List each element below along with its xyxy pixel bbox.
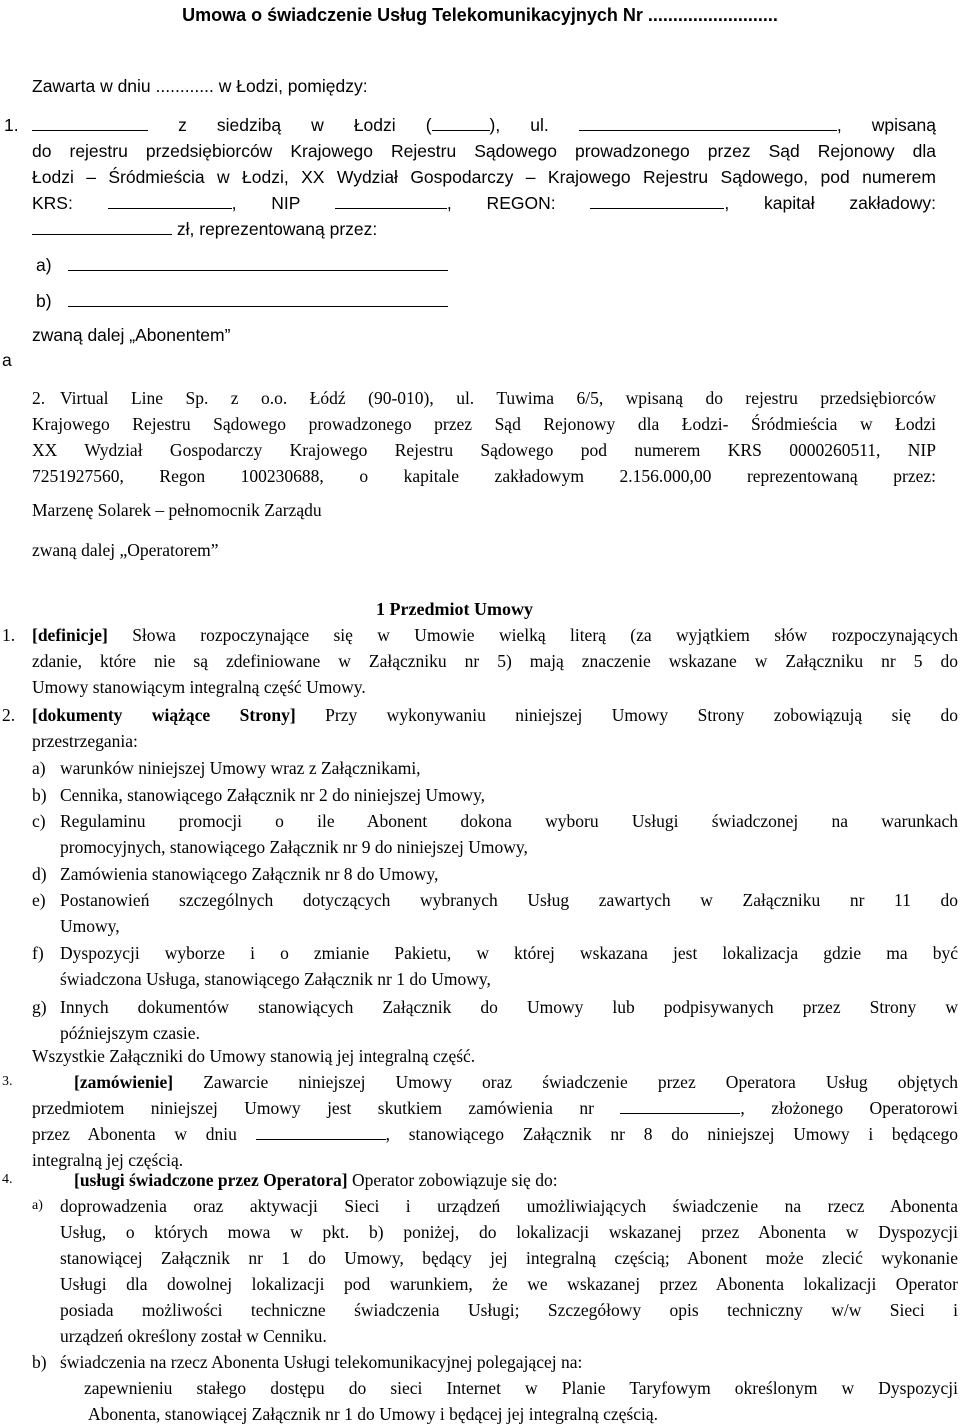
party-1-called: zwaną dalej „Abonentem” bbox=[32, 325, 231, 345]
party-2 bbox=[32, 385, 936, 489]
capital-blank[interactable] bbox=[32, 218, 172, 235]
street-blank[interactable] bbox=[579, 114, 837, 131]
clause-4-item-b: b) świadczenia na rzecz Abonenta Usługi telekomunikacyjnej polegającej na: bbox=[32, 1352, 583, 1372]
clause-3-line-1: [zamówienie] Zawarcie niniejszej Umowy oraz świadczenie przez Operatora Usług objętych bbox=[74, 1072, 959, 1092]
party-2-line-3: XX Wydział Gospodarczy Krajowego Rejestru Sądowego pod numerem KRS 0000260511, NIP bbox=[32, 440, 936, 460]
party-1 bbox=[4, 112, 936, 242]
clause-1-line-2: zdanie, które nie są zdefiniowane w Załączniku nr 5) mają znaczenie wskazane w Załączniku nr 5 do bbox=[32, 651, 958, 671]
clause-4-item-a: a) doprowadzenia oraz aktywacji Sieci i urządzeń umożliwiających świadczenie na rzecz Abonenta Usług, o których mowa w pkt. b) poniżej, do lokalizacji wskazanej przez Abonenta w Dyspozycji stanowiącej Załącznik nr 1 do Umowy, będący jej integralną częścią; Abonent może zlecić wykonanie Usługi dla dowolnej lokalizacji pod warunkiem, że we wskazanej przez Abonenta lokalizacji Operator posiada możliwości techniczne świadczenia Usługi; Szczegółowy opis techniczny w/w Sieci i urządzeń określony został w Cenniku. bbox=[32, 1196, 958, 1346]
order-date-blank[interactable] bbox=[256, 1123, 386, 1140]
representative-a-blank[interactable] bbox=[68, 254, 448, 271]
clause-3-line-4: integralną jej częścią. bbox=[32, 1150, 184, 1170]
intro-line: Zawarta w dniu ............ w Łodzi, pomiędzy: bbox=[32, 76, 368, 96]
clause-2-item-f: f) Dyspozycji wyborze i o zmianie Pakietu, w której wskazana jest lokalizacja gdzie ma być świadczona Usługa, stanowiącego Załącznik nr 1 do Umowy, bbox=[32, 943, 958, 989]
party-1-line-4: KRS: , NIP , REGON: , kapitał zakładowy: bbox=[32, 193, 936, 213]
clause-4-line-1: [usługi świadczone przez Operatora] Operator zobowiązuje się do: bbox=[74, 1170, 558, 1190]
clause-1 bbox=[2, 622, 959, 700]
postal-code-blank[interactable] bbox=[432, 114, 490, 131]
party-2-line-4: 7251927560, Regon 100230688, o kapitale zakładowym 2.156.000,00 reprezentowaną przez: bbox=[32, 466, 936, 486]
clause-2-item-b: b) Cennika, stanowiącego Załącznik nr 2 do niniejszej Umowy, bbox=[32, 785, 486, 805]
clause-2-number: 2. bbox=[2, 705, 16, 725]
nip-blank[interactable] bbox=[335, 192, 447, 209]
clause-4-item-b-sub-line-1: zapewnieniu stałego dostępu do sieci Internet w Planie Taryfowym określonym w Dyspozycji bbox=[84, 1378, 958, 1398]
clause-4-number: 4. bbox=[2, 1172, 13, 1187]
clause-2 bbox=[2, 702, 958, 754]
regon-blank[interactable] bbox=[590, 192, 724, 209]
clause-2-item-c: c) Regulaminu promocji o ile Abonent dokona wyboru Usługi świadczonej na warunkach promocyjnych, stanowiącego Załącznik nr 9 do niniejszej Umowy, bbox=[32, 811, 958, 857]
party-1-line-5: zł, reprezentowaną przez: bbox=[32, 216, 936, 242]
representative-b: b) bbox=[36, 288, 448, 314]
party-1-line-1: z siedzibą w Łodzi ( ), ul. , wpisaną bbox=[32, 112, 936, 138]
document-title: Umowa o świadczenie Usług Telekomunikacyjnych Nr .......................... bbox=[182, 5, 778, 25]
clause-1-line-3: Umowy stanowiącym integralną część Umowy. bbox=[32, 677, 366, 697]
clause-4-item-b-sub bbox=[84, 1375, 958, 1427]
clause-3 bbox=[2, 1069, 959, 1173]
party-1-line-3: Łodzi – Śródmieścia w Łodzi, XX Wydział Gospodarczy – Krajowego Rejestru Sądowego, pod numerem bbox=[32, 167, 936, 187]
clause-2-item-e: e) Postanowień szczególnych dotyczących wybranych Usług zawartych w Załączniku nr 11 do Umowy, bbox=[32, 890, 958, 936]
clause-2-item-d: d) Zamówienia stanowiącego Załącznik nr 8 do Umowy, bbox=[32, 864, 439, 884]
representative-a: a) bbox=[36, 252, 448, 278]
clause-3-number: 3. bbox=[2, 1074, 13, 1089]
clause-4 bbox=[2, 1167, 958, 1193]
order-number-blank[interactable] bbox=[620, 1097, 740, 1114]
clause-2-line-2: przestrzegania: bbox=[32, 731, 138, 751]
clause-1-number: 1. bbox=[2, 625, 16, 645]
party-2-line-1: Virtual Line Sp. z o.o. Łódź (90-010), ul. Tuwima 6/5, wpisaną do rejestru przedsiębiorców bbox=[60, 388, 936, 408]
clause-2-closing: Wszystkie Załączniki do Umowy stanowią jej integralną część. bbox=[32, 1046, 476, 1066]
clause-3-line-3: przez Abonenta w dniu , stanowiącego Załącznik nr 8 do niniejszej Umowy i będącego bbox=[32, 1124, 958, 1144]
party-1-number: 1. bbox=[4, 115, 19, 135]
clause-1-line-1: [definicje] Słowa rozpoczynające się w Umowie wielką literą (za wyjątkiem słów rozpoczynających bbox=[32, 625, 959, 645]
krs-blank[interactable] bbox=[108, 192, 232, 209]
clause-2-item-g: g) Innych dokumentów stanowiących Załącznik do Umowy lub podpisywanych przez Strony w późniejszym czasie. bbox=[32, 997, 958, 1043]
name-blank[interactable] bbox=[32, 114, 148, 131]
party-2-number: 2. bbox=[32, 388, 46, 408]
clause-3-line-2: przedmiotem niniejszej Umowy jest skutkiem zamówienia nr , złożonego Operatorowi bbox=[32, 1098, 958, 1118]
clause-2-item-a: a) warunków niniejszej Umowy wraz z Załącznikami, bbox=[32, 758, 421, 778]
section-title: 1 Przedmiot Umowy bbox=[376, 599, 533, 619]
stray-marker: a bbox=[2, 350, 12, 370]
party-1-line-2: do rejestru przedsiębiorców Krajowego Rejestru Sądowego prowadzonego przez Sąd Rejonowy dla bbox=[32, 141, 936, 161]
representative-b-blank[interactable] bbox=[68, 290, 448, 307]
party-2-line-2: Krajowego Rejestru Sądowego prowadzonego przez Sąd Rejonowy dla Łodzi- Śródmieścia w Łodzi bbox=[32, 414, 936, 434]
party-2-called: zwaną dalej „Operatorem” bbox=[32, 540, 219, 560]
clause-2-line-1: [dokumenty wiążące Strony] Przy wykonywaniu niniejszej Umowy Strony zobowiązują się do bbox=[32, 705, 958, 725]
clause-4-item-b-sub-line-2: Abonenta, stanowiącej Załącznik nr 1 do Umowy i będącej jej integralną częścią. bbox=[88, 1404, 658, 1424]
party-2-representative: Marzenę Solarek – pełnomocnik Zarządu bbox=[32, 500, 322, 520]
